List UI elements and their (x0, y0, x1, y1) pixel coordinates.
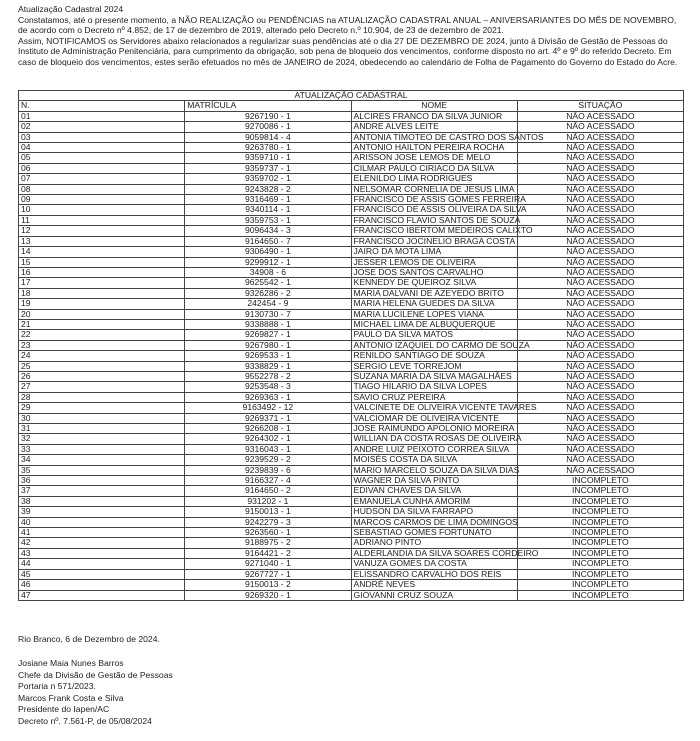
row-nome: ANDRE ALVES LEITE (351, 122, 517, 132)
place-date: Rio Branco, 6 de Dezembro de 2024. (18, 634, 160, 644)
table-row (19, 590, 684, 600)
table-caption: ATUALIZAÇÃO CADASTRAL (19, 91, 684, 101)
row-number: 25 (19, 361, 185, 371)
row-nome: MARIA DALVANI DE AZEYEDO BRITO (351, 288, 517, 298)
table-row (19, 528, 684, 538)
row-matricula: 9164421 - 2 (185, 548, 351, 558)
row-situacao: NÃO ACESSADO (517, 153, 683, 163)
table-row (19, 507, 684, 517)
row-nome: VANUZA GOMES DA COSTA (351, 559, 517, 569)
row-number: 10 (19, 205, 185, 215)
row-matricula: 9164650 - 7 (185, 236, 351, 246)
row-nome: TIAGO HILARIO DA SILVA LOPES (351, 382, 517, 392)
row-situacao: NÃO ACESSADO (517, 455, 683, 465)
row-number: 23 (19, 340, 185, 350)
row-nome: MARIO MARCELO SOUZA DA SILVA DIAS (351, 465, 517, 475)
table-row (19, 361, 684, 371)
row-matricula: 9188975 - 2 (185, 538, 351, 548)
row-situacao: NÃO ACESSADO (517, 205, 683, 215)
header-number: N. (19, 101, 185, 111)
row-number: 03 (19, 132, 185, 142)
table-row (19, 455, 684, 465)
header-matricula: MATRÍCULA (185, 101, 351, 111)
row-nome: MICHAEL LIMA DE ALBUQUERQUE (351, 319, 517, 329)
table-row (19, 267, 684, 277)
notice-header (18, 4, 686, 68)
table-row (19, 371, 684, 381)
row-nome: KENNEDY DE QUEIROZ SILVA (351, 278, 517, 288)
row-situacao: NÃO ACESSADO (517, 267, 683, 277)
table-row (19, 288, 684, 298)
row-situacao: NÃO ACESSADO (517, 299, 683, 309)
row-matricula: 9625542 - 1 (185, 278, 351, 288)
row-situacao: INCOMPLETO (517, 538, 683, 548)
row-nome: ALCIRES FRANCO DA SILVA JUNIOR (351, 111, 517, 121)
row-matricula: 9263780 - 1 (185, 143, 351, 153)
row-situacao: INCOMPLETO (517, 476, 683, 486)
row-number: 26 (19, 371, 185, 381)
table-row (19, 465, 684, 475)
row-matricula: 9306490 - 1 (185, 247, 351, 257)
row-number: 04 (19, 143, 185, 153)
signature-line: Presidente do Iapen/AC (18, 704, 110, 714)
row-situacao: NÃO ACESSADO (517, 392, 683, 402)
row-matricula: 34908 - 6 (185, 267, 351, 277)
row-matricula: 9242279 - 3 (185, 517, 351, 527)
row-number: 22 (19, 330, 185, 340)
row-nome: ADRIANO PINTO (351, 538, 517, 548)
row-nome: VALCIOMAR DE OLIVEIRA VICENTE (351, 413, 517, 423)
row-nome: FRANCISCO IBERTOM MEDEIROS CALIXTO (351, 226, 517, 236)
row-situacao: NÃO ACESSADO (517, 122, 683, 132)
row-situacao: INCOMPLETO (517, 486, 683, 496)
row-situacao: INCOMPLETO (517, 580, 683, 590)
row-number: 31 (19, 424, 185, 434)
row-matricula: 9150013 - 1 (185, 507, 351, 517)
row-matricula: 9552278 - 2 (185, 371, 351, 381)
row-nome: SEBASTIAO GOMES FORTUNATO (351, 528, 517, 538)
row-nome: WILLIAN DA COSTA ROSAS DE OLIVEIRA (351, 434, 517, 444)
table-row (19, 392, 684, 402)
row-matricula: 9164650 - 2 (185, 486, 351, 496)
row-matricula: 9266208 - 1 (185, 424, 351, 434)
row-number: 36 (19, 476, 185, 486)
table-row (19, 569, 684, 579)
table-row (19, 195, 684, 205)
row-situacao: NÃO ACESSADO (517, 226, 683, 236)
row-situacao: NÃO ACESSADO (517, 111, 683, 121)
row-situacao: NÃO ACESSADO (517, 163, 683, 173)
table-row (19, 226, 684, 236)
table-row (19, 444, 684, 454)
row-situacao: NÃO ACESSADO (517, 319, 683, 329)
row-situacao: NÃO ACESSADO (517, 403, 683, 413)
notice-paragraph-2: Assim, NOTIFICAMOS os Servidores abaixo relacionados a regularizar suas pendências até o dia 27 DE DEZEMBRO DE 2024, junto à Divisão de Gestão de Pessoas do Instituto de Administração Penitenciária, para cumprimento da obrigação, sob pena de bloqueio dos vencimentos, conforme disposto no art. 4º e 9º do referido Decreto. Em caso de bloqueio dos vencimentos, estes serão efetuados no mês de JANEIRO de 2024, obedecendo ao calendário de Folha de Pagamento do Governo do Estado do Acre. (18, 35, 678, 67)
signature-line: Decreto nº. 7.561-P, de 05/08/2024 (18, 715, 152, 726)
table-row (19, 382, 684, 392)
row-nome: ELISSANDRO CARVALHO DOS REIS (351, 569, 517, 579)
row-nome: MARIA LUCILENE LOPES VIANA (351, 309, 517, 319)
row-nome: ELENILDO LIMA RODRIGUES (351, 174, 517, 184)
row-matricula: 9163492 - 12 (185, 403, 351, 413)
table-body (19, 111, 684, 600)
row-matricula: 9326286 - 2 (185, 288, 351, 298)
row-matricula: 9269363 - 1 (185, 392, 351, 402)
row-nome: EMANUELA CUNHA AMORIM (351, 496, 517, 506)
row-number: 42 (19, 538, 185, 548)
row-situacao: NÃO ACESSADO (517, 413, 683, 423)
table-row (19, 496, 684, 506)
table-row (19, 434, 684, 444)
row-nome: ANDRÉ NEVES (351, 580, 517, 590)
row-matricula: 9338888 - 1 (185, 319, 351, 329)
signature-line: Marcos Frank Costa e Silva (18, 692, 124, 703)
table-row (19, 205, 684, 215)
table-row (19, 559, 684, 569)
row-number: 44 (19, 559, 185, 569)
row-nome: FRANCISCO JOCINELIO BRAGA COSTA (351, 236, 517, 246)
row-matricula: 9316043 - 1 (185, 444, 351, 454)
row-matricula: 9359753 - 1 (185, 215, 351, 225)
table-row (19, 247, 684, 257)
table-row (19, 174, 684, 184)
row-nome: PAULO DA SILVA MATOS (351, 330, 517, 340)
row-nome: SAVIO CRUZ PEREIRA (351, 392, 517, 402)
row-situacao: INCOMPLETO (517, 590, 683, 600)
row-situacao: NÃO ACESSADO (517, 215, 683, 225)
table-row (19, 330, 684, 340)
row-nome: MOISÉS COSTA DA SILVA (351, 455, 517, 465)
row-matricula: 9359737 - 1 (185, 163, 351, 173)
row-number: 17 (19, 278, 185, 288)
row-number: 43 (19, 548, 185, 558)
row-situacao: NÃO ACESSADO (517, 351, 683, 361)
row-number: 32 (19, 434, 185, 444)
table-row (19, 153, 684, 163)
row-situacao: INCOMPLETO (517, 569, 683, 579)
cadastral-table (18, 90, 684, 601)
row-nome: ANTONIO HAILTON PEREIRA ROCHA (351, 143, 517, 153)
row-matricula: 9264302 - 1 (185, 434, 351, 444)
row-situacao: NÃO ACESSADO (517, 340, 683, 350)
row-number: 18 (19, 288, 185, 298)
row-nome: SUZANA MARIA DA SILVA MAGALHÃES (351, 371, 517, 381)
table-row (19, 163, 684, 173)
table-row (19, 340, 684, 350)
row-situacao: INCOMPLETO (517, 548, 683, 558)
signature-line: Josiane Maia Nunes Barros (18, 658, 124, 668)
row-situacao: INCOMPLETO (517, 559, 683, 569)
row-matricula: 9269371 - 1 (185, 413, 351, 423)
row-nome: MARIA HELENA GUEDES DA SILVA (351, 299, 517, 309)
row-matricula: 9269827 - 1 (185, 330, 351, 340)
row-number: 21 (19, 319, 185, 329)
row-number: 38 (19, 496, 185, 506)
table-row (19, 424, 684, 434)
row-number: 35 (19, 465, 185, 475)
row-situacao: INCOMPLETO (517, 496, 683, 506)
row-nome: RENILDO SANTIAGO DE SOUZA (351, 351, 517, 361)
row-number: 40 (19, 517, 185, 527)
table-row (19, 413, 684, 423)
row-nome: WAGNER DA SILVA PINTO (351, 476, 517, 486)
row-matricula: 9263560 - 1 (185, 528, 351, 538)
table-row (19, 132, 684, 142)
row-situacao: INCOMPLETO (517, 507, 683, 517)
row-situacao: NÃO ACESSADO (517, 174, 683, 184)
row-number: 39 (19, 507, 185, 517)
row-nome: MARCOS CARMOS DE LIMA DOMINGOS (351, 517, 517, 527)
signature-line: Chefe da Divisão de Gestão de Pessoas (18, 669, 173, 680)
row-number: 01 (19, 111, 185, 121)
row-matricula: 9340114 - 1 (185, 205, 351, 215)
row-matricula: 9359710 - 1 (185, 153, 351, 163)
row-number: 47 (19, 590, 185, 600)
row-nome: FRANCISCO FLAVIO SANTOS DE SOUZA (351, 215, 517, 225)
row-number: 24 (19, 351, 185, 361)
table-row (19, 580, 684, 590)
row-nome: ANTONIA TIMOTEO DE CASTRO DOS SANTOS (351, 132, 517, 142)
row-situacao: NÃO ACESSADO (517, 371, 683, 381)
row-number: 15 (19, 257, 185, 267)
row-number: 28 (19, 392, 185, 402)
row-nome: ANDRE LUIZ PEIXOTO CORREA SILVA (351, 444, 517, 454)
row-matricula: 9130730 - 7 (185, 309, 351, 319)
row-nome: NELSOMAR CORNELIA DE JESUS LIMA (351, 184, 517, 194)
row-number: 11 (19, 215, 185, 225)
table-row (19, 486, 684, 496)
row-number: 16 (19, 267, 185, 277)
table-row (19, 111, 684, 121)
row-matricula: 9316469 - 1 (185, 195, 351, 205)
row-number: 20 (19, 309, 185, 319)
row-matricula: 9269533 - 1 (185, 351, 351, 361)
row-number: 08 (19, 184, 185, 194)
row-situacao: NÃO ACESSADO (517, 247, 683, 257)
row-situacao: NÃO ACESSADO (517, 257, 683, 267)
row-situacao: NÃO ACESSADO (517, 465, 683, 475)
row-situacao: NÃO ACESSADO (517, 132, 683, 142)
row-nome: FRANCISCO DE ASSIS GOMES FERREIRA (351, 195, 517, 205)
row-number: 27 (19, 382, 185, 392)
row-nome: CILMAR PAULO CIRIACO DA SILVA (351, 163, 517, 173)
row-nome: VALCINETE DE OLIVEIRA VICENTE TAVARES (351, 403, 517, 413)
row-situacao: NÃO ACESSADO (517, 434, 683, 444)
row-nome: ALDERLANDIA DA SILVA SOARES CORDEIRO (351, 548, 517, 558)
table-row (19, 476, 684, 486)
row-situacao: NÃO ACESSADO (517, 195, 683, 205)
row-number: 02 (19, 122, 185, 132)
row-situacao: NÃO ACESSADO (517, 330, 683, 340)
row-nome: HUDSON DA SILVA FARRAPO (351, 507, 517, 517)
header-situacao: SITUAÇÃO (517, 101, 683, 111)
row-matricula: 9338829 - 1 (185, 361, 351, 371)
row-matricula: 9271040 - 1 (185, 559, 351, 569)
row-nome: JAIRO DA MOTA LIMA (351, 247, 517, 257)
table-row (19, 257, 684, 267)
row-situacao: INCOMPLETO (517, 517, 683, 527)
row-number: 14 (19, 247, 185, 257)
row-nome: EDIVAN CHAVES DA SILVA (351, 486, 517, 496)
row-nome: SERGIO LEVE TORREJOM (351, 361, 517, 371)
signature-line: Portaria n 571/2023. (18, 681, 96, 691)
row-number: 19 (19, 299, 185, 309)
row-number: 33 (19, 444, 185, 454)
table-row (19, 403, 684, 413)
row-nome: FRANCISCO DE ASSIS OLIVEIRA DA SILVA (351, 205, 517, 215)
table-row (19, 319, 684, 329)
row-nome: GIOVANNI CRUZ SOUZA (351, 590, 517, 600)
row-matricula: 9166327 - 4 (185, 476, 351, 486)
table-row (19, 548, 684, 558)
row-matricula: 9150013 - 2 (185, 580, 351, 590)
table-row (19, 215, 684, 225)
row-matricula: 9359702 - 1 (185, 174, 351, 184)
row-number: 45 (19, 569, 185, 579)
row-number: 06 (19, 163, 185, 173)
row-matricula: 9096434 - 3 (185, 226, 351, 236)
row-situacao: NÃO ACESSADO (517, 143, 683, 153)
row-nome: ANTONIO IZAQUIEL DO CARMO DE SOUZA (351, 340, 517, 350)
table-row (19, 236, 684, 246)
row-matricula: 931202 - 1 (185, 496, 351, 506)
row-number: 46 (19, 580, 185, 590)
row-number: 09 (19, 195, 185, 205)
row-matricula: 242454 - 9 (185, 299, 351, 309)
table-row (19, 122, 684, 132)
row-nome: JESSER LEMOS DE OLIVEIRA (351, 257, 517, 267)
header-nome: NOME (351, 101, 517, 111)
row-situacao: NÃO ACESSADO (517, 278, 683, 288)
row-number: 34 (19, 455, 185, 465)
table-row (19, 299, 684, 309)
row-situacao: NÃO ACESSADO (517, 444, 683, 454)
row-number: 29 (19, 403, 185, 413)
table-row (19, 278, 684, 288)
row-matricula: 9059814 - 4 (185, 132, 351, 142)
row-number: 13 (19, 236, 185, 246)
row-matricula: 9239839 - 6 (185, 465, 351, 475)
notice-title: Atualização Cadastral 2024 (18, 4, 124, 14)
row-number: 12 (19, 226, 185, 236)
row-matricula: 9267190 - 1 (185, 111, 351, 121)
row-number: 37 (19, 486, 185, 496)
table-row (19, 143, 684, 153)
table-row (19, 309, 684, 319)
table-row (19, 538, 684, 548)
table-row (19, 184, 684, 194)
row-nome: ARISSON JOSE LEMOS DE MELO (351, 153, 517, 163)
row-matricula: 9243828 - 2 (185, 184, 351, 194)
row-situacao: NÃO ACESSADO (517, 236, 683, 246)
table-row (19, 351, 684, 361)
row-matricula: 9253548 - 3 (185, 382, 351, 392)
row-nome: JOSE RAIMUNDO APOLONIO MOREIRA (351, 424, 517, 434)
row-matricula: 9239529 - 2 (185, 455, 351, 465)
row-situacao: NÃO ACESSADO (517, 382, 683, 392)
row-matricula: 9269320 - 1 (185, 590, 351, 600)
row-matricula: 9270086 - 1 (185, 122, 351, 132)
row-matricula: 9267980 - 1 (185, 340, 351, 350)
row-number: 05 (19, 153, 185, 163)
row-nome: JOSE DOS SANTOS CARVALHO (351, 267, 517, 277)
row-matricula: 9299912 - 1 (185, 257, 351, 267)
row-number: 30 (19, 413, 185, 423)
row-number: 07 (19, 174, 185, 184)
table-row (19, 517, 684, 527)
row-situacao: NÃO ACESSADO (517, 361, 683, 371)
notice-paragraph-1: Constatamos, até o presente momento, a NÃO REALIZAÇÃO ou PENDÊNCIAS na ATUALIZAÇÃO CADASTRAL ANUAL – ANIVERSARIANTES DO MÊS DE NOVEMBRO, de acordo com o Decreto nº 4.852, de 17 de dezembro de 2019, alterado pelo Decreto n.º 10.904, de 23 de dezembro de 2021. (18, 14, 677, 36)
signature-block (18, 658, 418, 727)
row-matricula: 9267727 - 1 (185, 569, 351, 579)
row-number: 41 (19, 528, 185, 538)
row-situacao: NÃO ACESSADO (517, 309, 683, 319)
row-situacao: NÃO ACESSADO (517, 424, 683, 434)
row-situacao: INCOMPLETO (517, 528, 683, 538)
row-situacao: NÃO ACESSADO (517, 184, 683, 194)
row-situacao: NÃO ACESSADO (517, 288, 683, 298)
